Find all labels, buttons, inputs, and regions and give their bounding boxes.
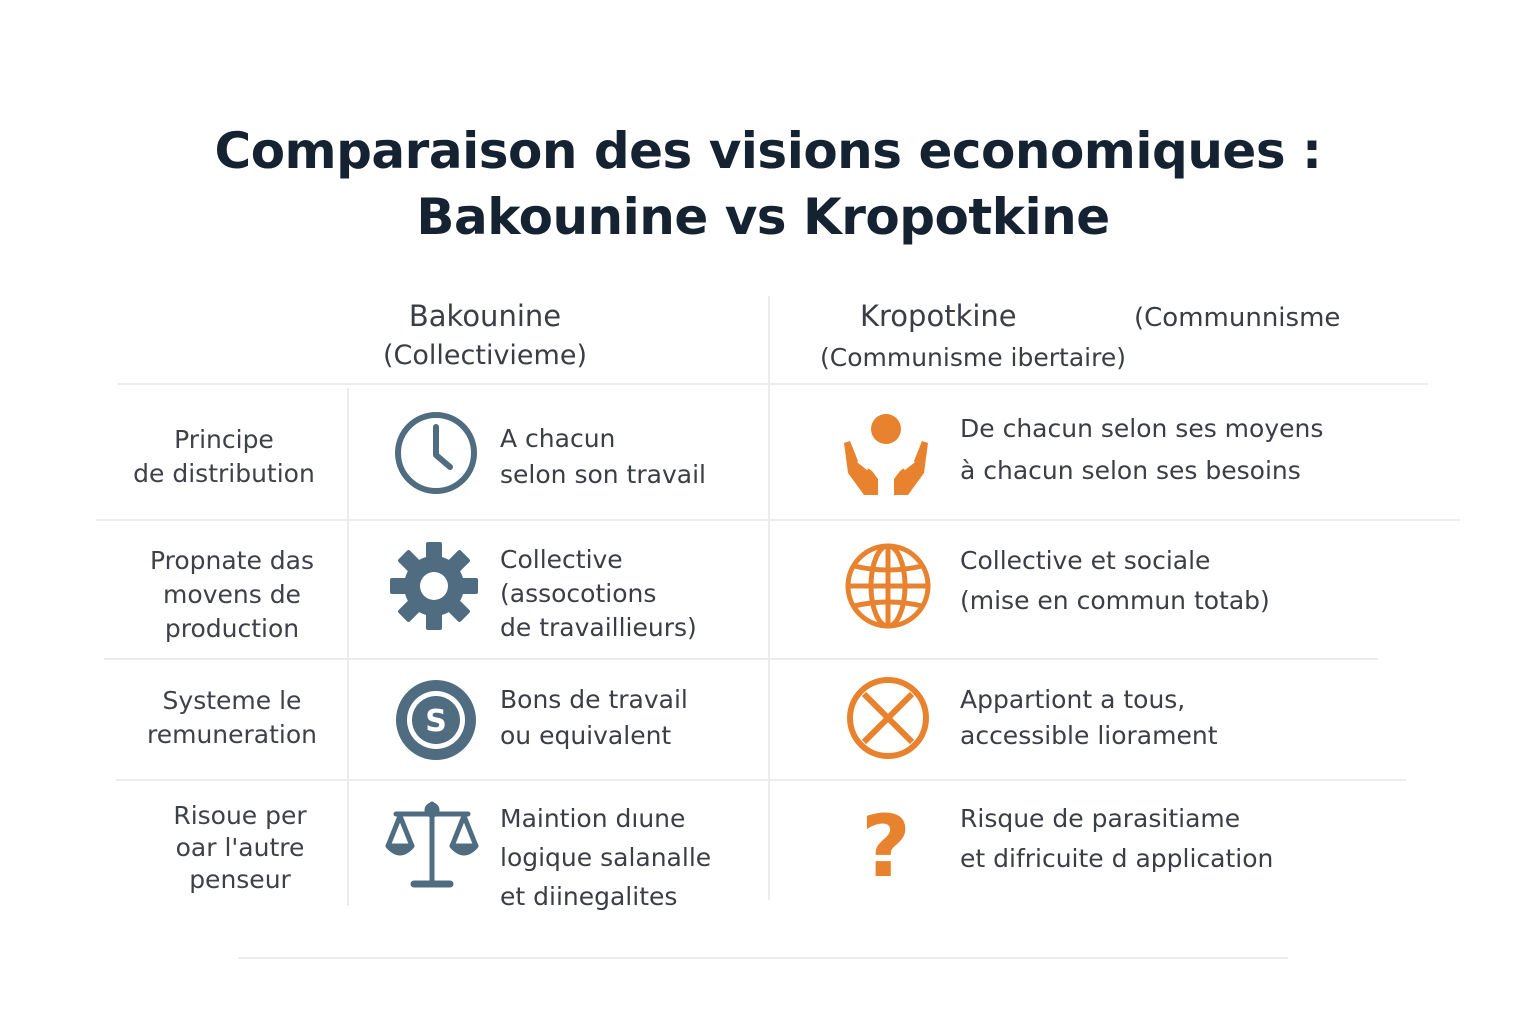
column-header-kropotkine (860, 296, 1017, 336)
dollar-coin-icon (388, 672, 484, 768)
svg-text:?: ? (861, 797, 911, 892)
title-line-1: Comparaison des visions economiques : (214, 122, 1322, 180)
cell-bakounine-propriete: Collective (assocotions de travaillieurs) (500, 545, 697, 642)
divider-bottom (238, 957, 1288, 959)
cell-kropotkine-risque: Risque de parasitiame et difricuite d application (960, 804, 1274, 873)
cell-kropotkine-distribution: De chacun selon ses moyens à chacun selon ses besoins (960, 414, 1324, 485)
divider-center-column (768, 296, 770, 900)
divider-row-3 (116, 779, 1406, 781)
cell-bakounine-distribution: A chacun selon son travail (500, 424, 706, 489)
svg-text:S: S (425, 704, 447, 739)
clock-icon (388, 405, 484, 501)
gear-icon (386, 538, 482, 634)
title-line-2: Bakounine vs Kropotkine (416, 188, 1110, 246)
column-name-bakounine: Bakounine (408, 299, 562, 333)
row-label-remuneration: Systeme le remuneration (146, 686, 318, 749)
divider-row-1 (96, 519, 1460, 521)
cell-bakounine-risque: Maintion dıune logique salanalle et diinegalites (500, 804, 712, 911)
divider-row-2 (104, 658, 1378, 660)
row-label-risque: Risoue per oar l'autre penseur (173, 801, 307, 894)
question-mark-icon (838, 796, 934, 892)
circle-x-icon (840, 670, 936, 766)
divider-header (118, 383, 1428, 385)
scales-icon (384, 798, 480, 894)
column-name-kropotkine: Kropotkine (860, 299, 1017, 333)
helping-hands-icon (838, 405, 934, 501)
cell-kropotkine-propriete: Collective et sociale (mise en commun totab) (960, 546, 1270, 615)
globe-icon (840, 538, 936, 634)
column-extra-kropotkine: (Communnisme (1134, 303, 1341, 333)
page-title (0, 118, 1536, 250)
row-label-propriete: Propnate das movens de production (149, 546, 315, 643)
row-label-distribution: Principe de distribution (133, 425, 315, 488)
column-subtitle-kropotkine: (Communisme ibertaire) (820, 343, 1126, 372)
cell-bakounine-remuneration: Bons de travail ou equivalent (500, 685, 688, 750)
column-subtitle-bakounine: (Collectivieme) (383, 340, 587, 371)
cell-kropotkine-remuneration: Appartiont a tous, accessible liorament (960, 685, 1218, 750)
column-header-bakounine (370, 296, 600, 376)
